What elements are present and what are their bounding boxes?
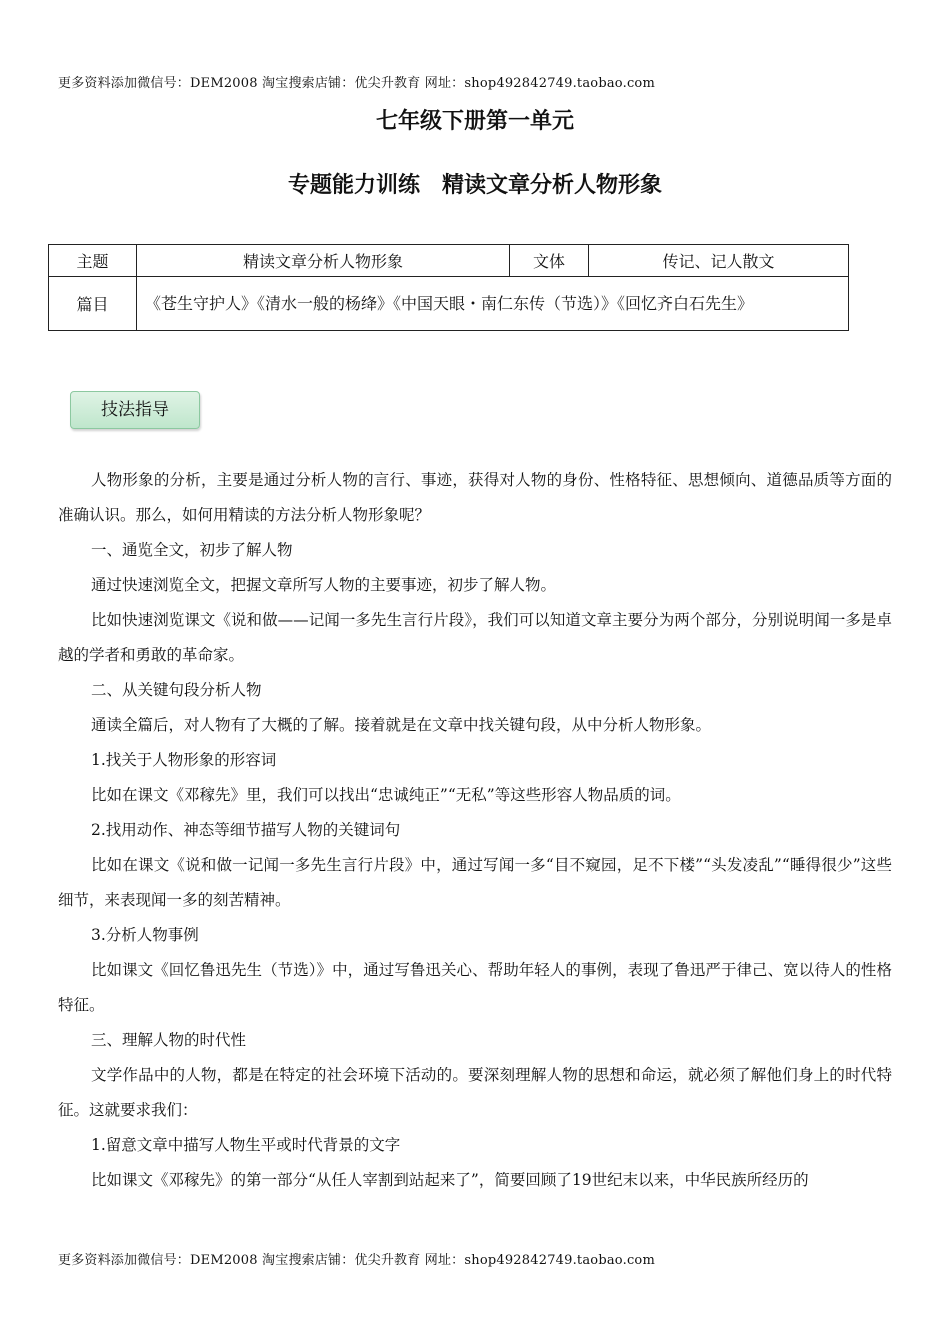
subheading: 2.找用动作、神态等细节描写人物的关键词句 [91,821,401,839]
paragraph: 比如在课文《邓稼先》里，我们可以找出“忠诚纯正”“无私”等这些形容人物品质的词。 [91,786,681,804]
paragraph: 比如在课文《说和做一记闻一多先生言行片段》中，通过写闻一多“目不窥园，足不下楼”“头发凌乱”“睡得很少”这些细节，来表现闻一多的刻苦精神。 [58,856,892,909]
articles-label: 篇目 [49,277,137,331]
page-subtitle: 专题能力训练 精读文章分析人物形象 [287,173,662,198]
section-heading: 三、理解人物的时代性 [91,1031,247,1049]
articles-value: 《苍生守护人》《清水一般的杨绛》《中国天眼・南仁东传（节选）》《回忆齐白石先生》 [137,277,849,331]
subheading: 3.分析人物事例 [91,926,199,944]
paragraph: 比如快速浏览课文《说和做——记闻一多先生言行片段》，我们可以知道文章主要分为两个部分，分别说明闻一多是卓越的学者和勇敢的革命家。 [58,611,892,664]
paragraph: 比如课文《邓稼先》的第一部分“从任人宰割到站起来了”，简要回顾了19世纪末以来，中华民族所经历的 [91,1171,809,1189]
body-text [58,463,892,1198]
info-row-articles [49,277,849,331]
paragraph: 文学作品中的人物，都是在特定的社会环境下活动的。要深刻理解人物的思想和命运，就必须了解他们身上的时代特征。这就要求我们： [58,1066,892,1119]
page-title: 七年级下册第一单元 [375,109,574,134]
theme-label: 主题 [49,245,137,277]
section-heading: 一、通览全文，初步了解人物 [91,541,293,559]
footer-note: 更多资料添加微信号：DEM2008 淘宝搜索店铺：优尖升教育 网址：shop492842749.taobao.com [58,1253,655,1268]
section-heading: 二、从关键句段分析人物 [91,681,262,699]
paragraph: 比如课文《回忆鲁迅先生（节选）》中，通过写鲁迅关心、帮助年轻人的事例，表现了鲁迅严于律己、宽以待人的性格特征。 [58,961,892,1014]
header-note: 更多资料添加微信号：DEM2008 淘宝搜索店铺：优尖升教育 网址：shop492842749.taobao.com [58,76,655,91]
paragraph: 人物形象的分析，主要是通过分析人物的言行、事迹，获得对人物的身份、性格特征、思想倾向、道德品质等方面的准确认识。那么，如何用精读的方法分析人物形象呢？ [58,471,892,524]
paragraph: 通读全篇后，对人物有了大概的了解。接着就是在文章中找关键句段，从中分析人物形象。 [91,716,712,734]
info-row-theme [49,245,849,277]
genre-label: 文体 [510,245,589,277]
subheading: 1.留意文章中描写人物生平或时代背景的文字 [91,1136,401,1154]
subheading: 1.找关于人物形象的形容词 [91,751,277,769]
theme-value: 精读文章分析人物形象 [137,245,510,277]
paragraph: 通过快速浏览全文，把握文章所写人物的主要事迹，初步了解人物。 [91,576,557,594]
info-table [48,244,849,331]
section-badge: 技法指导 [70,391,200,429]
genre-value: 传记、记人散文 [589,245,849,277]
